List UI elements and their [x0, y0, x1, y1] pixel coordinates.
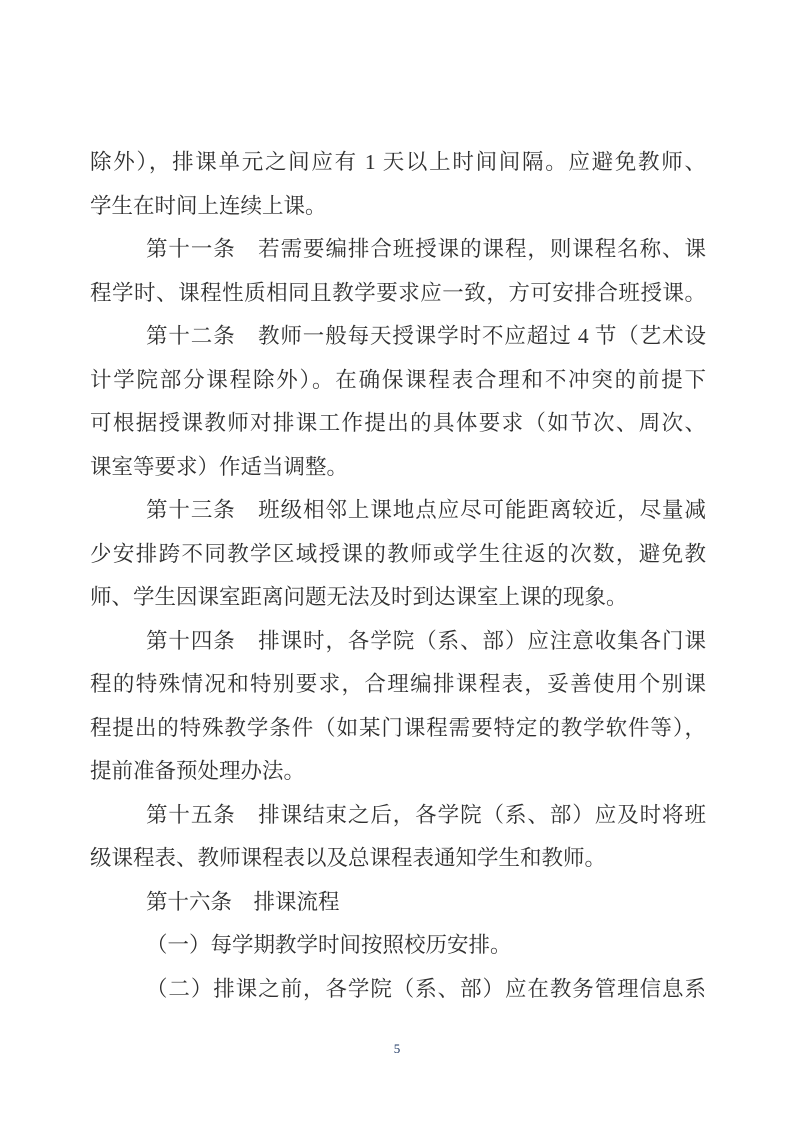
text-line: 除外），排课单元之间应有 1 天以上时间间隔。应避免教师、 — [90, 150, 706, 174]
text-line: 计学院部分课程除外）。在确保课程表合理和不冲突的前提下 — [90, 367, 706, 392]
text-line: 提前准备预处理办法。 — [90, 759, 306, 783]
text-line: 第十五条 排课结束之后，各学院（系、部）应及时将班 — [146, 802, 706, 827]
text-line: 少安排跨不同教学区域授课的教师或学生往返的次数，避免教 — [90, 541, 706, 566]
paragraph — [90, 924, 706, 968]
text-line: 程的特殊情况和特别要求，合理编排课程表，妥善使用个别课 — [90, 672, 706, 696]
text-line: 学生在时间上连续上课。 — [90, 193, 327, 218]
text-line: （二）排课之前，各学院（系、部）应在教务管理信息系 — [146, 976, 706, 1001]
paragraph — [90, 315, 706, 489]
text-line: 程学时、课程性质相同且教学要求应一致，方可安排合班授课。 — [90, 280, 706, 305]
text-line: 第十六条 排课流程 — [146, 889, 340, 914]
text-line: 程提出的特殊教学条件（如某门课程需要特定的教学软件等）， — [90, 715, 706, 740]
text-line: 师、学生因课室距离问题无法及时到达课室上课的现象。 — [90, 585, 628, 609]
paragraph — [90, 489, 706, 620]
text-line: （一）每学期教学时间按照校历安排。 — [146, 933, 512, 957]
text-line: 第十三条 班级相邻上课地点应尽可能距离较近，尽量减 — [146, 498, 706, 522]
paragraph — [90, 968, 706, 1012]
text-line: 第十一条 若需要编排合班授课的课程，则课程名称、课 — [146, 237, 706, 261]
text-line: 课室等要求）作适当调整。 — [90, 454, 349, 479]
paragraph — [90, 141, 706, 228]
text-line: 级课程表、教师课程表以及总课程表通知学生和教师。 — [90, 846, 607, 870]
paragraph — [90, 881, 706, 925]
text-line: 第十四条 排课时，各学院（系、部）应注意收集各门课 — [146, 628, 706, 653]
document-body — [90, 141, 706, 1011]
page-number: 5 — [393, 1041, 401, 1056]
text-line: 可根据授课教师对排课工作提出的具体要求（如节次、周次、 — [90, 411, 706, 435]
paragraph — [90, 620, 706, 794]
text-line: 第十二条 教师一般每天授课学时不应超过 4 节（艺术设 — [146, 324, 706, 348]
paragraph — [90, 228, 706, 315]
paragraph — [90, 794, 706, 881]
